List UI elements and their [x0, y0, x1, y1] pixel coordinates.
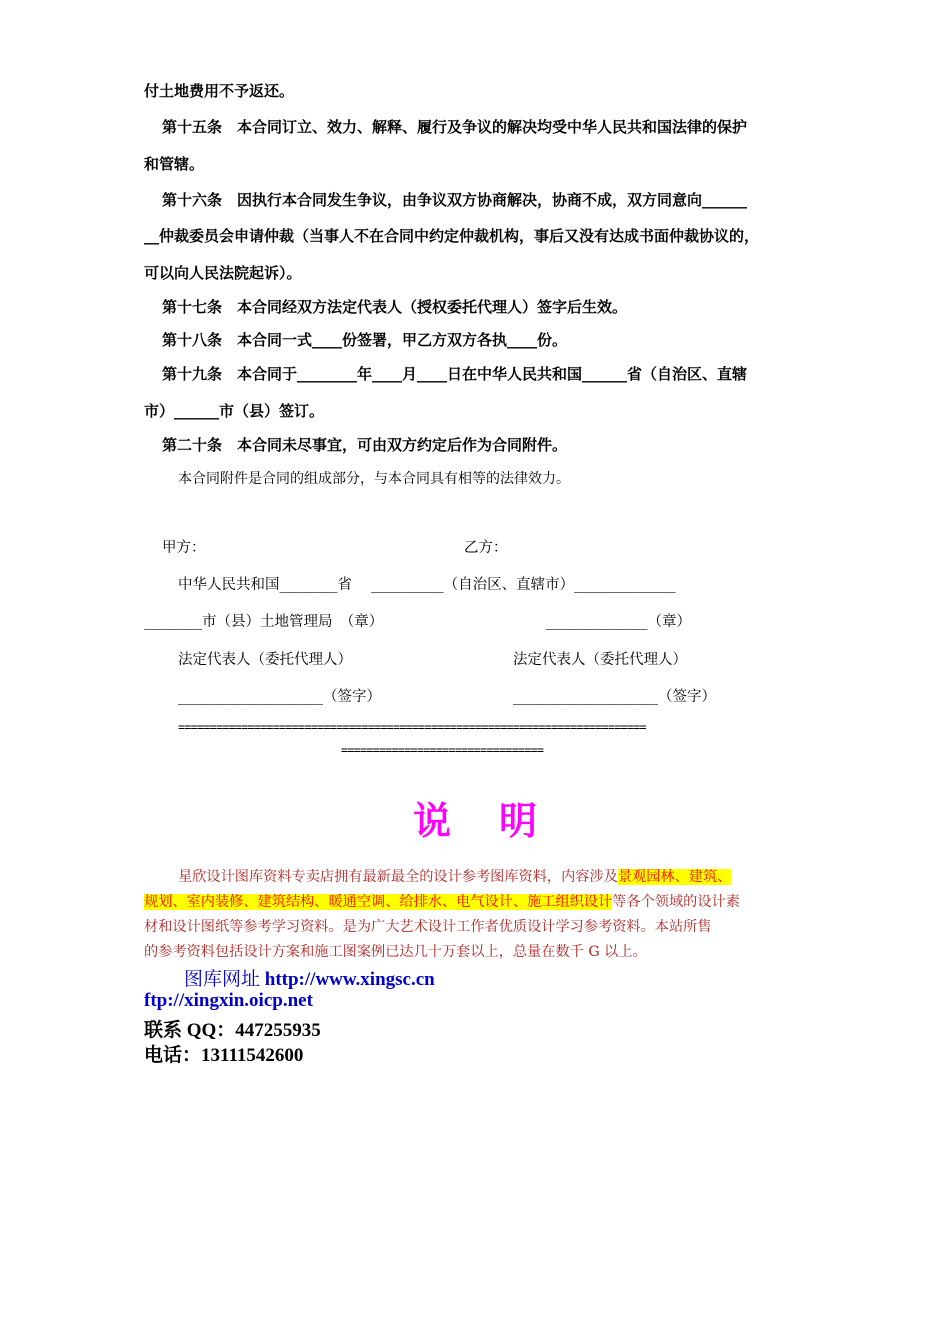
phone-contact: 电话：13111542600	[144, 1045, 304, 1066]
separator-line-2: ================================	[341, 743, 544, 757]
promo-line-3: 材和设计图纸等参考学习资料。是为广大艺术设计工作者优质设计学习参考资料。本站所售	[144, 919, 712, 935]
appendix-note: 本合同附件是合同的组成部分，与本合同具有相等的法律效力。	[178, 471, 570, 487]
party-b-representative: 法定代表人（委托代理人）	[513, 652, 687, 668]
article-17: 第十七条 本合同经双方法定代表人（授权委托代理人）签字后生效。	[162, 298, 628, 316]
notice-title: 说明	[412, 799, 585, 843]
article-19-tail: 市）______市（县）签订。	[144, 402, 325, 420]
promo-highlight-categories: 规划、室内装修、建筑结构、暖通空调、给排水、电气设计、施工组织设计	[144, 894, 613, 910]
promo-text: 等各个领域的设计素	[612, 894, 740, 910]
article-14-tail: 付土地费用不予返还。	[144, 82, 295, 100]
article-18: 第十八条 本合同一式____份签署，甲乙方双方各执____份。	[162, 331, 568, 349]
article-20: 第二十条 本合同未尽事宜，可由双方约定后作为合同附件。	[162, 436, 568, 454]
qq-contact: 联系 QQ：447255935	[144, 1020, 321, 1041]
signature-row-location: 中华人民共和国________省 __________（自治区、直辖市）______________	[178, 577, 676, 593]
article-16: 第十六条 因执行本合同发生争议，由争议双方协商解决，协商不成，双方同意向______	[162, 191, 748, 209]
land-bureau-seal: ________市（县）土地管理局 （章）	[144, 614, 384, 630]
site-label: 图库网址	[184, 969, 261, 990]
party-b-signature: ____________________（签字）	[513, 689, 716, 705]
article-15-tail: 和管辖。	[144, 155, 205, 173]
separator-line-1: ==========================================================================	[178, 720, 646, 734]
article-15: 第十五条 本合同订立、效力、解释、履行及争议的解决均受中华人民共和国法律的保护	[162, 118, 748, 136]
ftp-link[interactable]: ftp://xingxin.oicp.net	[144, 990, 313, 1011]
party-a-label: 甲方：	[162, 540, 206, 556]
promo-highlight: 景观园林、建筑、	[617, 869, 732, 885]
party-b-seal: ______________（章）	[546, 614, 691, 630]
promo-text: 星欣设计图库资料专卖店拥有最新最全的设计参考图库资料，内容涉及	[178, 869, 618, 885]
party-a-representative: 法定代表人（委托代理人）	[178, 652, 352, 668]
site-url-link[interactable]: http://www.xingsc.cn	[264, 969, 435, 990]
article-19: 第十九条 本合同于________年____月____日在中华人民共和国______省（自治区、直辖	[162, 365, 748, 383]
party-b-label: 乙方：	[464, 540, 508, 556]
promo-line-1	[178, 866, 731, 886]
promo-line-2	[144, 891, 740, 911]
promo-line-4: 的参考资料包括设计方案和施工图案例已达几十万套以上，总量在数千 G 以上。	[144, 944, 647, 960]
article-16-cont: __仲裁委员会申请仲裁（当事人不在合同中约定仲裁机构，事后又没有达成书面仲裁协议的，	[144, 227, 760, 245]
site-address	[184, 964, 435, 991]
article-16-tail: 可以向人民法院起诉）。	[144, 264, 302, 282]
party-a-signature: ____________________（签字）	[178, 689, 381, 705]
